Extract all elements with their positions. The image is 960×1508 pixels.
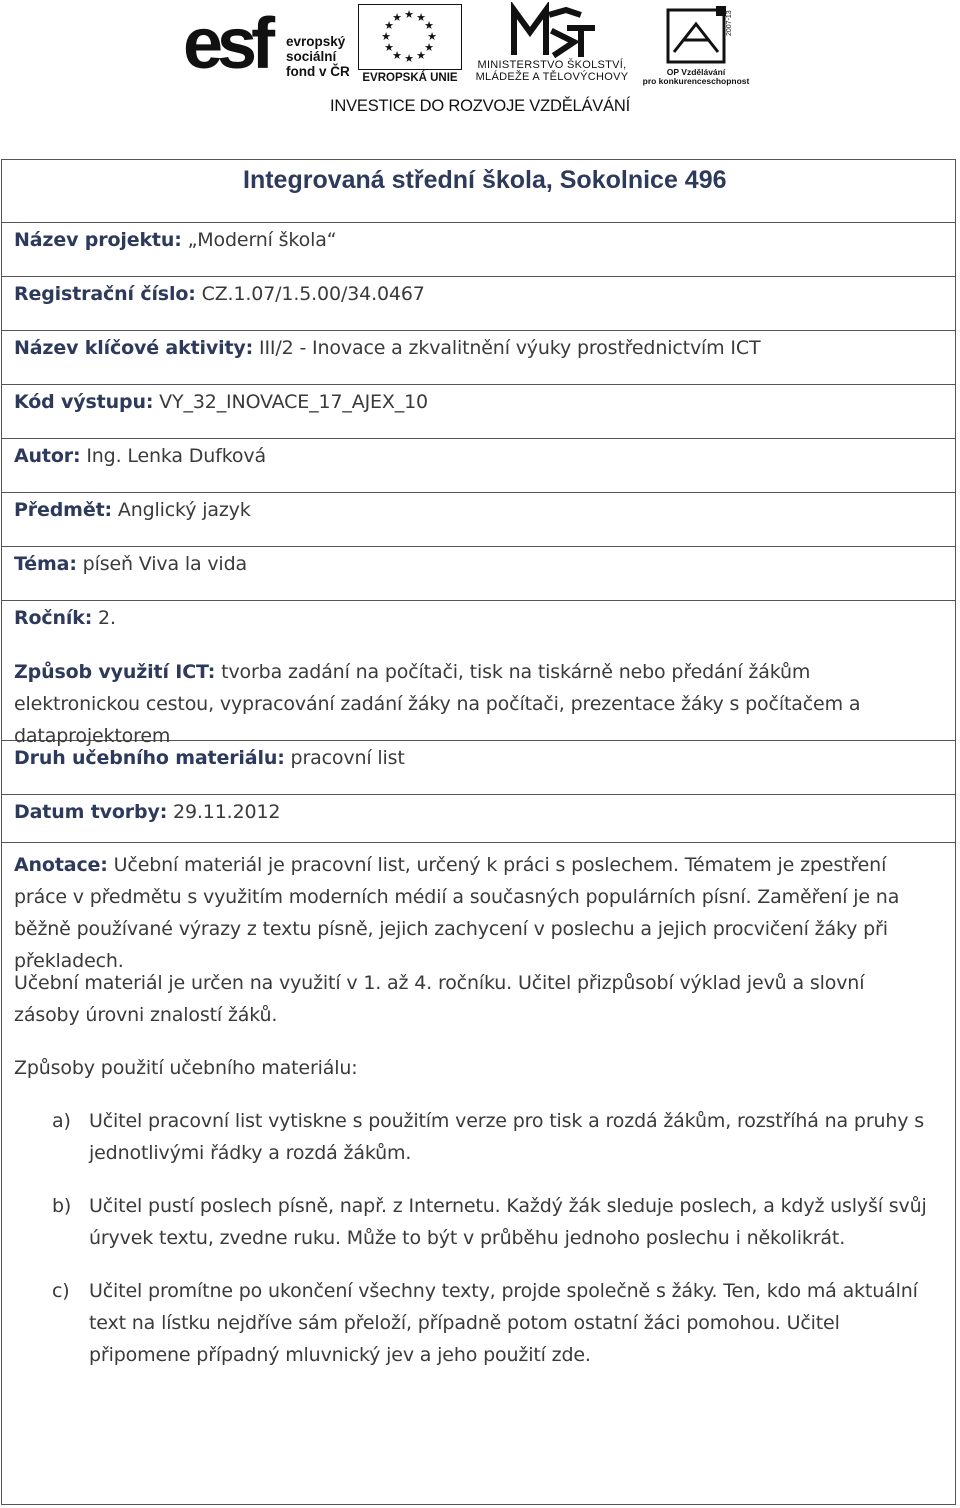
field-tema: Téma: píseň Viva la vida (14, 553, 247, 575)
op-logo (640, 4, 752, 86)
field-predmet: Předmět: Anglický jazyk (14, 499, 251, 521)
esf-text: evropský sociální fond v ČR (286, 34, 350, 79)
svg-text:★: ★ (384, 20, 394, 32)
svg-text:★: ★ (381, 31, 391, 43)
svg-text:★: ★ (404, 9, 414, 21)
svg-text:★: ★ (416, 50, 426, 62)
field-anotace: Anotace: Učební materiál je pracovní list, určený k práci s poslechem. Tématem je zpestření práce v předmětu s využitím moderních médií a současných populárních písní. Zaměření je na běžně používané výrazy z textu písně, jejich zachycení v poslechu a jejich procvičení žáky při překladech. (14, 854, 900, 972)
divider (1, 222, 956, 223)
msmt-label: MINISTERSTVO ŠKOLSTVÍ, MLÁDEŽE A TĚLOVÝCHOVY (475, 59, 629, 83)
list-marker: a) (52, 1110, 71, 1132)
divider (1, 492, 956, 493)
op-mark-icon (640, 4, 752, 66)
eu-stars-icon (359, 5, 460, 68)
esf-logo (183, 4, 363, 84)
divider (955, 159, 956, 222)
field-autor: Autor: Ing. Lenka Dufková (14, 445, 266, 467)
zpusoby-title: Způsoby použití učebního materiálu: (14, 1057, 358, 1079)
svg-text:★: ★ (384, 42, 394, 54)
header-logos (0, 0, 960, 125)
investice-tagline: INVESTICE DO ROZVOJE VZDĚLÁVÁNÍ (329, 97, 631, 115)
svg-text:★: ★ (404, 53, 414, 65)
para-urcen: Učební materiál je určen na využití v 1. až 4. ročníku. Učitel přizpůsobí výklad jevů a slovní zásoby úrovni znalostí žáků. (14, 972, 865, 1026)
svg-text:★: ★ (424, 20, 434, 32)
list-text: Učitel pustí poslech písně, např. z Internetu. Každý žák sleduje poslech, a když uslyší svůj úryvek textu, zvedne ruku. Může to být v průběhu jednoho poslechu i několikrát. (89, 1195, 927, 1249)
svg-text:★: ★ (427, 31, 437, 43)
divider (1, 794, 956, 795)
field-projekt: Název projektu: „Moderní škola“ (14, 229, 337, 251)
field-datum: Datum tvorby: 29.11.2012 (14, 801, 281, 823)
svg-text:★: ★ (392, 50, 402, 62)
list-text: Učitel pracovní list vytiskne s použitím verze pro tisk a rozdá žákům, rozstříhá na pruhy s jednotlivými řádky a rozdá žákům. (89, 1110, 924, 1164)
msmt-logo (466, 2, 638, 84)
eu-flag-icon (358, 4, 462, 70)
school-title: Integrovaná střední škola, Sokolnice 496 (243, 166, 727, 194)
op-label: OP Vzdělávání pro konkurenceschopnost (642, 67, 750, 86)
field-zpusob: Způsob využití ICT: tvorba zadání na počítači, tisk na tiskárně nebo předání žákům elektronickou cestou, vypracování zadání žáky na počítači, prezentace žáky s počítačem a dataprojektorem (14, 661, 861, 747)
list-item (52, 1105, 932, 1169)
divider (1, 438, 956, 439)
list-marker: b) (52, 1195, 72, 1217)
esf-mark: esf (183, 4, 270, 84)
field-druh: Druh učebního materiálu: pracovní list (14, 747, 405, 769)
field-kod: Kód výstupu: VY_32_INOVACE_17_AJEX_10 (14, 391, 428, 413)
list-marker: c) (52, 1280, 70, 1302)
msmt-mark-icon (466, 2, 638, 58)
field-aktivita: Název klíčové aktivity: III/2 - Inovace a zkvalitnění výuky prostřednictvím ICT (14, 337, 761, 359)
eu-logo (358, 4, 462, 84)
divider (1, 600, 956, 601)
eu-label: EVROPSKÁ UNIE (362, 72, 458, 84)
divider (1, 842, 956, 843)
divider (1, 546, 956, 547)
svg-text:★: ★ (416, 12, 426, 24)
divider (1, 384, 956, 385)
divider (1, 330, 956, 331)
svg-text:2007-13: 2007-13 (726, 10, 733, 36)
field-rocnik: Ročník: 2. (14, 607, 116, 629)
list-text: Učitel promítne po ukončení všechny texty, projde společně s žáky. Ten, kdo má aktuální text na lístku nejdříve sám přeloží, případně potom ostatní žáci pomohou. Učitel připomene případný mluvnický jev a jeho použití zde. (89, 1280, 918, 1366)
divider (1, 276, 956, 277)
list-item (52, 1190, 932, 1254)
field-registrace: Registrační číslo: CZ.1.07/1.5.00/34.0467 (14, 283, 425, 305)
svg-text:★: ★ (424, 42, 434, 54)
svg-text:★: ★ (392, 12, 402, 24)
list-item (52, 1275, 932, 1371)
